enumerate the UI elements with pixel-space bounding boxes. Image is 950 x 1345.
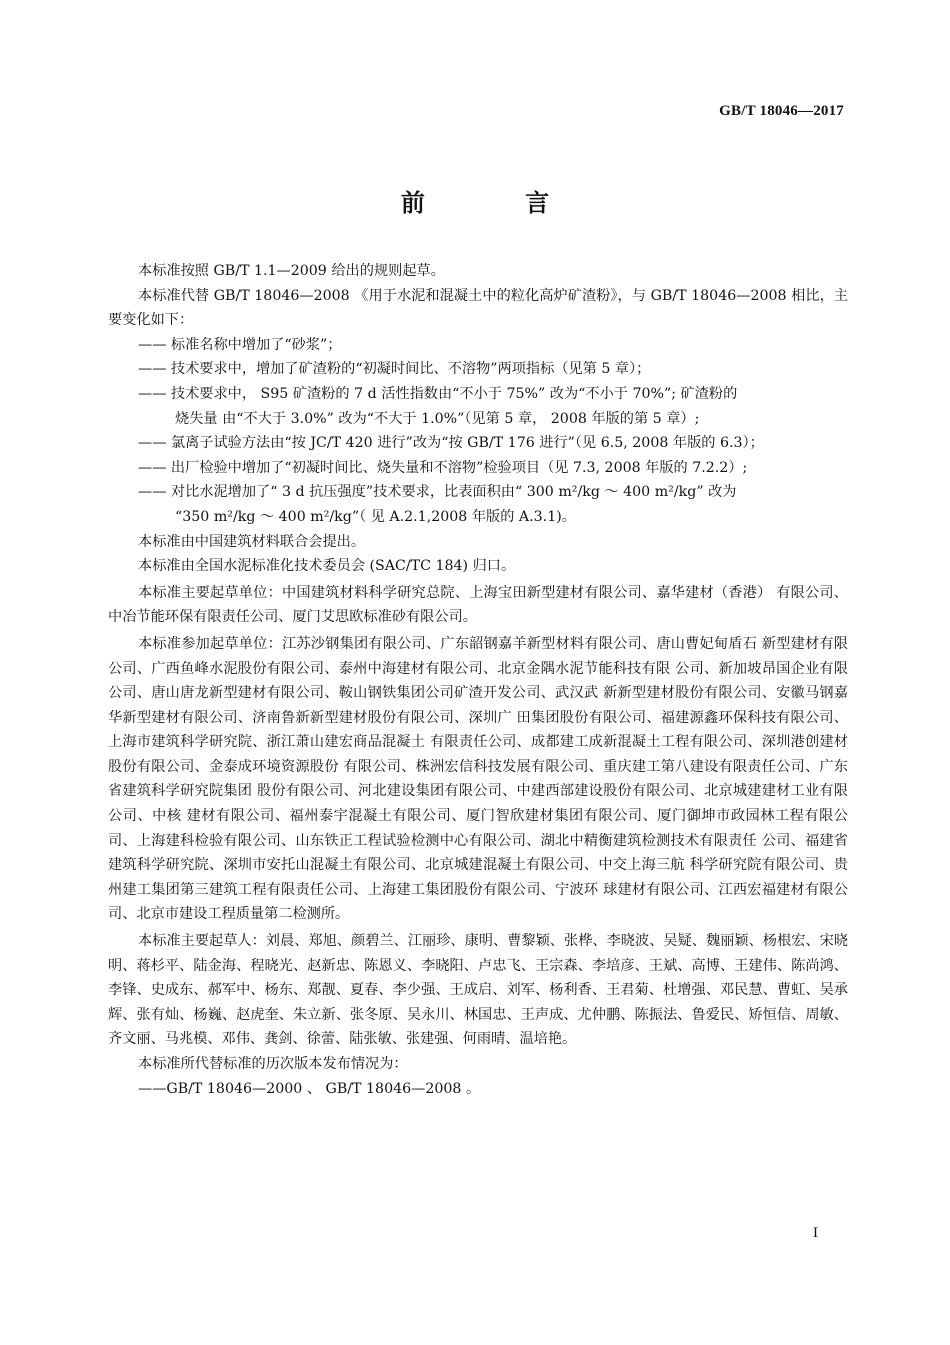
standard-number: GB/T 18046—2017	[719, 103, 844, 119]
paragraph-history: 本标准所代替标准的历次版本发布情况为：	[138, 1056, 408, 1072]
paragraph-proposer: 本标准由中国建筑材料联合会提出。	[138, 533, 366, 550]
paragraph-main-drafters-units: 本标准主要起草单位：中国建筑材料科学研究总院、上海宝田新型建材有限公司、嘉华建材（香港） 有限公司、中冶节能环保有限责任公司、厦门艾思欧标准砂有限公司。	[108, 584, 848, 626]
change-item-3: —— 技术要求中， S95 矿渣粉的 7 d 活性指数由“不小于 75%” 改为“不小于 70%”; 矿渣粉的	[138, 385, 738, 402]
foreword-body	[108, 259, 848, 1101]
change-item-3-continued: 烧失量 由“不大于 3.0%” 改为“不大于 1.0%”（见第 5 章， 2008 年版的第 5 章）;	[175, 410, 700, 427]
paragraph-participating-units: 本标准参加起草单位：江苏沙钢集团有限公司、广东韶钢嘉羊新型材料有限公司、唐山曹妃甸盾石 新型建材有限公司、广西鱼峰水泥股份有限公司、泰州中海建材有限公司、北京金隅水泥节能科技有限 公司、新加坡昂国企业有限公司、唐山唐龙新型建材有限公司、鞍山钢铁集团公司矿渣开发公司、武汉武 新新型建材股份有限公司、安徽马钢嘉华新型建材有限公司、济南鲁新新型建材股份有限公司、深圳广 田集团股份有限公司、福建源鑫环保科技有限公司、上海市建筑科学研究院、浙江萧山建宏商品混凝土 有限责任公司、成都建工成新混凝土工程有限公司、深圳港创建材股份有限公司、金泰成环境资源股份 有限公司、株洲宏信科技发展有限公司、重庆建工第八建设有限责任公司、广东省建筑科学研究院集团 股份有限公司、河北建设集团有限公司、中建西部建设股份有限公司、北京城建建材工业有限公司、中核 建材有限公司、福州泰宇混凝土有限公司、厦门智欣建材集团有限公司、厦门御坤市政园林工程有限公 司、上海建科检验有限公司、山东铁正工程试验检测中心有限公司、湖北中精衡建筑检测技术有限责任 公司、福建省建筑科学研究院、深圳市安托山混凝土有限公司、北京城建混凝土有限公司、中交上海三航 科学研究院有限公司、贵州建工集团第三建筑工程有限责任公司、上海建工集团股份有限公司、宁波环 球建材有限公司、江西宏福建材有限公司、北京市建设工程质量第二检测所。	[108, 635, 848, 923]
paragraph-replacement: 本标准代替 GB/T 18046—2008 《用于水泥和混凝土中的粒化高炉矿渣粉》，与 GB/T 18046—2008 相比，主要变化如下：	[108, 287, 848, 329]
page-number: I	[813, 1225, 818, 1241]
change-item-2: —— 技术要求中，增加了矿渣粉的“初凝时间比、不溶物”两项指标（见第 5 章）；	[138, 361, 651, 378]
change-item-5: —— 出厂检验中增加了“初凝时间比、烧失量和不溶物”检验项目（见 7.3, 2008 年版的 7.2.2）;	[138, 459, 748, 476]
paragraph-drafters: 本标准主要起草人：刘晨、郑旭、颜碧兰、江丽珍、康明、曹黎颖、张桦、李晓波、吴疑、魏丽颖、杨根宏、宋晓明、蒋杉平、陆金海、程晓光、赵新忠、陈恩义、李晓阳、卢忠飞、王宗森、李培彦、王斌、高博、王建伟、陈尚鸿、李锋、史成东、郝军中、杨东、郑靓、夏春、李少强、王成启、刘军、杨利香、王君菊、杜增强、邓民慧、曹虹、吴承辉、张有灿、杨巍、赵虎奎、朱立新、张冬原、吴永川、林国忠、王声成、尤仲鹏、陈振法、鲁爱民、矫恒信、周敏、齐文丽、马兆模、邓伟、龚剑、徐蕾、陆张敏、张建强、何雨晴、温培艳。	[108, 933, 848, 1048]
change-item-6: —— 对比水泥增加了“ 3 d 抗压强度”技术要求，比表面积由“ 300 m²/kg ～ 400 m²/kg” 改为	[138, 484, 737, 501]
paragraph-history-versions: ——GB/T 18046—2000 、 GB/T 18046—2008 。	[138, 1080, 481, 1097]
paragraph-committee: 本标准由全国水泥标准化技术委员会 (SAC/TC 184) 归口。	[138, 558, 516, 575]
change-item-4: —— 氯离子试验方法由“按 JC/T 420 进行”改为“按 GB/T 176 进行”（见 6.5, 2008 年版的 6.3）；	[138, 435, 764, 452]
change-item-6-continued: “350 m²/kg ～ 400 m²/kg”（ 见 A.2.1,2008 年版的 A.3.1)。	[175, 508, 576, 525]
page-title: 前 言	[400, 189, 596, 217]
paragraph-drafting-rules: 本标准按照 GB/T 1.1—2009 给出的规则起草。	[138, 263, 445, 279]
change-item-1: —— 标准名称中增加了“砂浆”；	[138, 336, 342, 353]
